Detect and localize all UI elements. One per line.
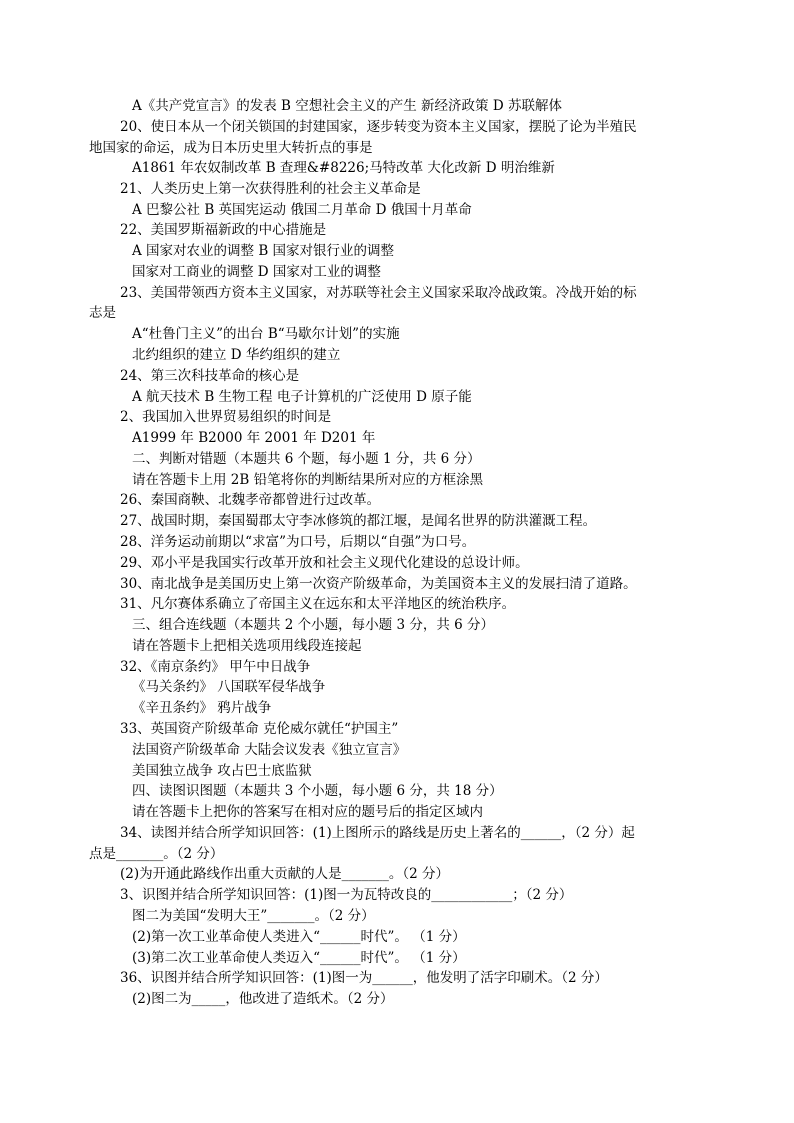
question-22: 22、美国罗斯福新政的中心措施是 bbox=[120, 222, 327, 238]
question-33: 33、英国资产阶级革命 克伦威尔就任“护国主” bbox=[120, 721, 399, 737]
question-35-part-3: (3)第二次工业革命使人类迈入“______时代”。 （1 分） bbox=[132, 950, 466, 966]
option-line-24: A 航天技术 B 生物工程 电子计算机的广泛使用 D 原子能 bbox=[132, 389, 472, 405]
question-24: 24、第三次科技革命的核心是 bbox=[120, 368, 300, 384]
option-line-20: A1861 年农奴制改革 B 查理&#8226;马特改革 大化改新 D 明治维新 bbox=[132, 160, 555, 176]
matching-line-33b: 法国资产阶级革命 大陆会议发表《独立宣言》 bbox=[132, 742, 407, 758]
section-3-heading: 三、组合连线题（本题共 2 个小题，每小题 3 分，共 6 分） bbox=[132, 617, 495, 633]
section-4-heading: 四、读图识图题（本题共 3 个小题，每小题 6 分，共 18 分） bbox=[132, 783, 503, 799]
section-2-heading: 二、判断对错题（本题共 6 个题，每小题 1 分，共 6 分） bbox=[132, 451, 481, 467]
question-35-figure-2: 图二为美国“发明大王”_______。（2 分） bbox=[132, 908, 375, 924]
section-3-instruction: 请在答题卡上把相关选项用线段连接起 bbox=[132, 638, 362, 654]
question-32: 32、《南京条约》 甲午中日战争 bbox=[120, 659, 311, 675]
question-29: 29、邓小平是我国实行改革开放和社会主义现代化建设的总设计师。 bbox=[120, 555, 529, 571]
question-36: 36、识图并结合所学知识回答：(1)图一为______，他发明了活字印刷术。（2 分） bbox=[120, 970, 608, 986]
question-20: 20、使日本从一个闭关锁国的封建国家，逐步转变为资本主义国家，摆脱了论为半殖民 bbox=[120, 119, 637, 135]
question-23-continued: 志是 bbox=[89, 305, 116, 321]
question-25: 2、我国加入世界贸易组织的时间是 bbox=[120, 409, 332, 425]
option-line-23b: 北约组织的建立 D 华约组织的建立 bbox=[132, 347, 341, 363]
question-35-part-2: (2)第一次工业革命使人类进入“______时代”。 （1 分） bbox=[132, 929, 466, 945]
section-4-instruction: 请在答题卡上把你的答案写在相对应的题号后的指定区域内 bbox=[132, 804, 483, 820]
matching-line-32c: 《辛丑条约》 鸦片战争 bbox=[132, 700, 272, 716]
question-28: 28、洋务运动前期以“求富”为口号，后期以“自强”为口号。 bbox=[120, 534, 476, 550]
question-36-part-2: (2)图二为_____，他改进了造纸术。（2 分） bbox=[132, 991, 394, 1007]
question-34: 34、读图并结合所学知识回答：(1)上图所示的路线是历史上著名的______，（2 分）起 bbox=[120, 825, 635, 841]
question-30: 30、南北战争是美国历史上第一次资产阶级革命，为美国资本主义的发展扫清了道路。 bbox=[120, 576, 637, 592]
option-line-22b: 国家对工商业的调整 D 国家对工业的调整 bbox=[132, 264, 381, 280]
question-31: 31、凡尔赛体系确立了帝国主义在远东和太平洋地区的统治秩序。 bbox=[120, 596, 516, 612]
question-34-continued: 点是_______。（2 分） bbox=[89, 846, 224, 862]
section-2-instruction: 请在答题卡上用 2B 铅笔将你的判断结果所对应的方框涂黑 bbox=[132, 472, 484, 488]
question-27: 27、战国时期，秦国蜀郡太守李冰修筑的都江堰，是闻名世界的防洪灌溉工程。 bbox=[120, 513, 597, 529]
option-line-21: A 巴黎公社 B 英国宪运动 俄国二月革命 D 俄国十月革命 bbox=[132, 202, 472, 218]
matching-line-33c: 美国独立战争 攻占巴士底监狱 bbox=[132, 763, 312, 779]
option-line-19: A《共产党宣言》的发表 B 空想社会主义的产生 新经济政策 D 苏联解体 bbox=[132, 98, 562, 114]
question-35: 3、识图并结合所学知识回答：(1)图一为瓦特改良的____________；（2 分） bbox=[120, 887, 573, 903]
option-line-23a: A“杜鲁门主义”的出台 B“马歇尔计划”的实施 bbox=[132, 326, 400, 342]
question-23: 23、美国带领西方资本主义国家，对苏联等社会主义国家采取冷战政策。冷战开始的标 bbox=[120, 285, 637, 301]
question-20-continued: 地国家的命运，成为日本历史里大转折点的事是 bbox=[89, 140, 373, 156]
question-21: 21、人类历史上第一次获得胜利的社会主义革命是 bbox=[120, 181, 421, 197]
matching-line-32b: 《马关条约》 八国联军侵华战争 bbox=[132, 679, 326, 695]
option-line-22a: A 国家对农业的调整 B 国家对银行业的调整 bbox=[132, 243, 395, 259]
question-26: 26、秦国商鞅、北魏孝帝都曾进行过改革。 bbox=[120, 492, 381, 508]
option-line-25: A1999 年 B2000 年 2001 年 D201 年 bbox=[132, 430, 376, 446]
question-34-part-2: (2)为开通此路线作出重大贡献的人是_______。（2 分） bbox=[120, 866, 450, 882]
